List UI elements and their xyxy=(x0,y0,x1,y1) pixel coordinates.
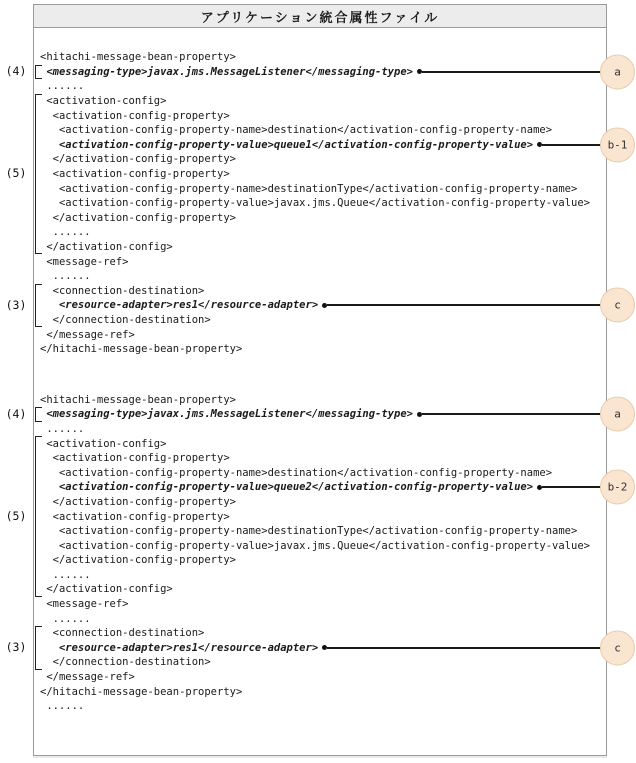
code-text: </activation-config> xyxy=(40,241,173,254)
code-line xyxy=(40,392,607,407)
code-text: <activation-config-property-value>queue1</activation-config-property-value> xyxy=(40,138,534,151)
code-text: <hitachi-message-bean-property> xyxy=(40,393,236,406)
connector-line xyxy=(327,647,607,649)
code-line xyxy=(40,597,607,612)
code-area xyxy=(40,50,628,714)
code-text: <message-ref> xyxy=(40,255,129,268)
code-line xyxy=(40,655,607,670)
code-text: <messaging-type>javax.jms.MessageListener</messaging-type> xyxy=(40,65,413,78)
code-text: <activation-config> xyxy=(40,95,167,108)
ref-circle-c: c xyxy=(600,288,635,323)
code-text: <message-ref> xyxy=(40,598,129,611)
ref-circle-a: a xyxy=(600,397,635,432)
code-line xyxy=(40,509,607,524)
code-text: ...... xyxy=(40,80,85,93)
code-text: ...... xyxy=(40,568,91,581)
block-gap xyxy=(40,356,607,392)
code-text: </activation-config-property> xyxy=(40,495,236,508)
code-line xyxy=(40,254,607,269)
code-text: <activation-config-property-value>queue2</activation-config-property-value> xyxy=(40,481,534,494)
code-line xyxy=(40,225,607,240)
connector-line xyxy=(542,144,607,146)
code-text: </hitachi-message-bean-property> xyxy=(40,343,243,356)
code-line xyxy=(40,240,607,255)
group-label: (5) xyxy=(5,508,27,523)
code-line xyxy=(40,465,607,480)
code-line xyxy=(40,152,607,167)
code-text: <activation-config> xyxy=(40,437,167,450)
code-line xyxy=(40,211,607,226)
code-text: ...... xyxy=(40,270,91,283)
code-line xyxy=(40,342,607,357)
code-line xyxy=(40,436,607,451)
connector-line xyxy=(422,71,607,73)
code-block-2 xyxy=(40,392,628,713)
code-text: </message-ref> xyxy=(40,671,135,684)
code-text: <activation-config-property-name>destination</activation-config-property-name> xyxy=(40,466,553,479)
code-line xyxy=(40,568,607,583)
code-text: </connection-destination> xyxy=(40,313,211,326)
code-text: </activation-config-property> xyxy=(40,153,236,166)
code-text: </activation-config-property> xyxy=(40,554,236,567)
code-line xyxy=(40,670,607,685)
ref-circle-b-1: b-1 xyxy=(600,127,635,162)
code-line xyxy=(40,196,607,211)
group-label: (5) xyxy=(5,166,27,181)
code-text: <activation-config-property-value>javax.jms.Queue</activation-config-property-value> xyxy=(40,539,590,552)
code-text: <activation-config-property> xyxy=(40,452,230,465)
code-text: <connection-destination> xyxy=(40,627,205,640)
code-line xyxy=(40,582,607,597)
code-line xyxy=(40,684,607,699)
code-line xyxy=(40,626,607,641)
code-text: <activation-config-property-name>destinationType</activation-config-property-name> xyxy=(40,525,578,538)
file-title: アプリケーション統合属性ファイル xyxy=(34,5,606,28)
code-line xyxy=(40,181,607,196)
code-text: </hitachi-message-bean-property> xyxy=(40,685,243,698)
code-line xyxy=(40,699,607,714)
group-label: (4) xyxy=(5,63,27,78)
ref-circle-b-2: b-2 xyxy=(600,470,635,505)
code-text: </activation-config-property> xyxy=(40,211,236,224)
code-line-annotated xyxy=(40,65,621,80)
code-line-annotated xyxy=(40,298,621,313)
code-text: <activation-config-property-name>destination</activation-config-property-name> xyxy=(40,124,553,137)
code-line xyxy=(40,327,607,342)
code-text: <resource-adapter>res1</resource-adapter> xyxy=(40,299,319,312)
code-text: ...... xyxy=(40,226,91,239)
code-line xyxy=(40,495,607,510)
group-label: (4) xyxy=(5,406,27,421)
ref-circle-c: c xyxy=(600,630,635,665)
code-line xyxy=(40,108,607,123)
code-line-annotated xyxy=(40,641,621,656)
code-text: </message-ref> xyxy=(40,328,135,341)
code-line xyxy=(40,553,607,568)
code-line xyxy=(40,611,607,626)
code-text: <activation-config-property> xyxy=(40,168,230,181)
code-line xyxy=(40,284,607,299)
code-text: <activation-config-property-value>javax.jms.Queue</activation-config-property-value> xyxy=(40,197,590,210)
code-line xyxy=(40,269,607,284)
code-text: ...... xyxy=(40,700,85,713)
code-line-annotated xyxy=(40,480,628,495)
code-text: ...... xyxy=(40,612,91,625)
code-text: </activation-config> xyxy=(40,583,173,596)
code-line xyxy=(40,451,607,466)
group-label: (3) xyxy=(5,297,27,312)
code-line xyxy=(40,94,607,109)
connector-line xyxy=(327,304,607,306)
group-label: (3) xyxy=(5,640,27,655)
code-line xyxy=(40,422,607,437)
code-line xyxy=(40,167,607,182)
code-text: <messaging-type>javax.jms.MessageListener</messaging-type> xyxy=(40,408,413,421)
code-text: <activation-config-property-name>destinationType</activation-config-property-name> xyxy=(40,182,578,195)
code-text: <connection-destination> xyxy=(40,284,205,297)
connector-line xyxy=(542,486,607,488)
code-line xyxy=(40,524,607,539)
code-text: ...... xyxy=(40,422,85,435)
code-text: <hitachi-message-bean-property> xyxy=(40,51,236,64)
ref-circle-a: a xyxy=(600,54,635,89)
code-line-annotated xyxy=(40,407,621,422)
code-line xyxy=(40,313,607,328)
code-block-1 xyxy=(40,50,628,356)
code-text: <activation-config-property> xyxy=(40,510,230,523)
code-line xyxy=(40,79,607,94)
code-text: <resource-adapter>res1</resource-adapter> xyxy=(40,641,319,654)
code-text: </connection-destination> xyxy=(40,656,211,669)
code-line xyxy=(40,123,607,138)
connector-line xyxy=(422,413,607,415)
code-text: <activation-config-property> xyxy=(40,109,230,122)
code-line xyxy=(40,50,607,65)
code-line-annotated xyxy=(40,138,628,153)
code-line xyxy=(40,538,607,553)
